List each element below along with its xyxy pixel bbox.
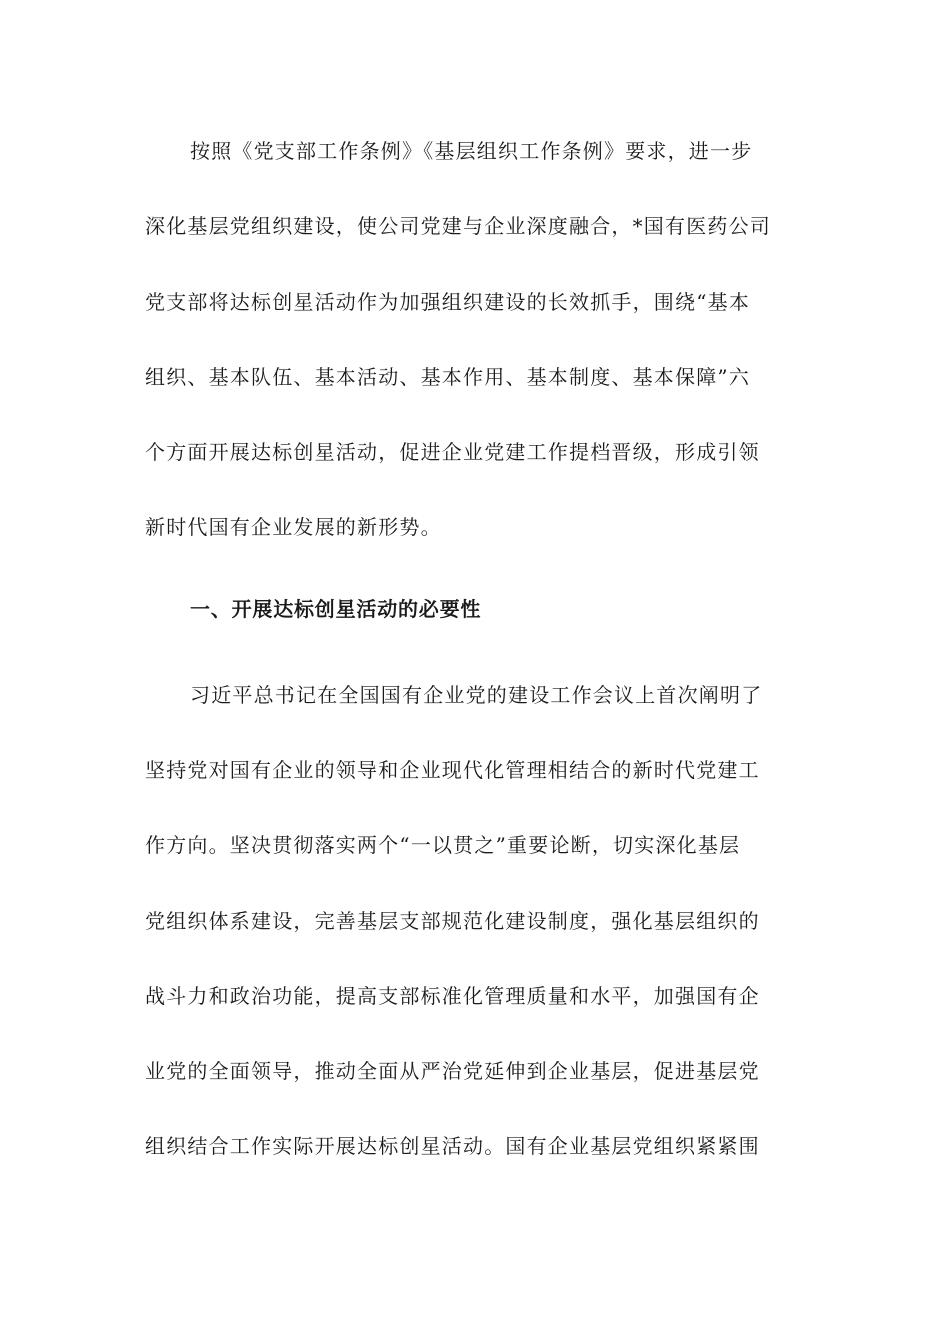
paragraph-2-line-3: 作方向。坚决贯彻落实两个“一以贯之”重要论断，切实深化基层	[145, 833, 741, 857]
paragraph-2-line-4: 党组织体系建设，完善基层支部规范化建设制度，强化基层组织的	[145, 909, 760, 933]
paragraph-2-line-1: 习近平总书记在全国国有企业党的建设工作会议上首次阐明了	[190, 683, 763, 707]
paragraph-1-line-1: 按照《党支部工作条例》《基层组织工作条例》要求，进一步	[190, 139, 753, 163]
paragraph-1-line-2: 深化基层党组织建设，使公司党建与企业深度融合，*国有医药公司	[145, 214, 771, 238]
paragraph-1-line-6: 新时代国有企业发展的新形势。	[145, 515, 442, 539]
paragraph-1-line-3: 党支部将达标创星活动作为加强组织建设的长效抓手，围绕“基本	[145, 290, 751, 314]
paragraph-1-line-4: 组织、基本队伍、基本活动、基本作用、基本制度、基本保障”六	[145, 365, 751, 389]
paragraph-1-line-5: 个方面开展达标创星活动，促进企业党建工作提档晋级，形成引领	[145, 440, 760, 464]
paragraph-2-line-2: 坚持党对国有企业的领导和企业现代化管理相结合的新时代党建工	[145, 758, 760, 782]
paragraph-2-line-6: 业党的全面领导，推动全面从严治党延伸到企业基层，促进基层党	[145, 1059, 760, 1083]
paragraph-2-line-5: 战斗力和政治功能，提高支部标准化管理质量和水平，加强国有企	[145, 984, 760, 1008]
section-heading: 一、开展达标创星活动的必要性	[190, 597, 482, 621]
paragraph-2-line-7: 组织结合工作实际开展达标创星活动。国有企业基层党组织紧紧围	[145, 1134, 760, 1158]
